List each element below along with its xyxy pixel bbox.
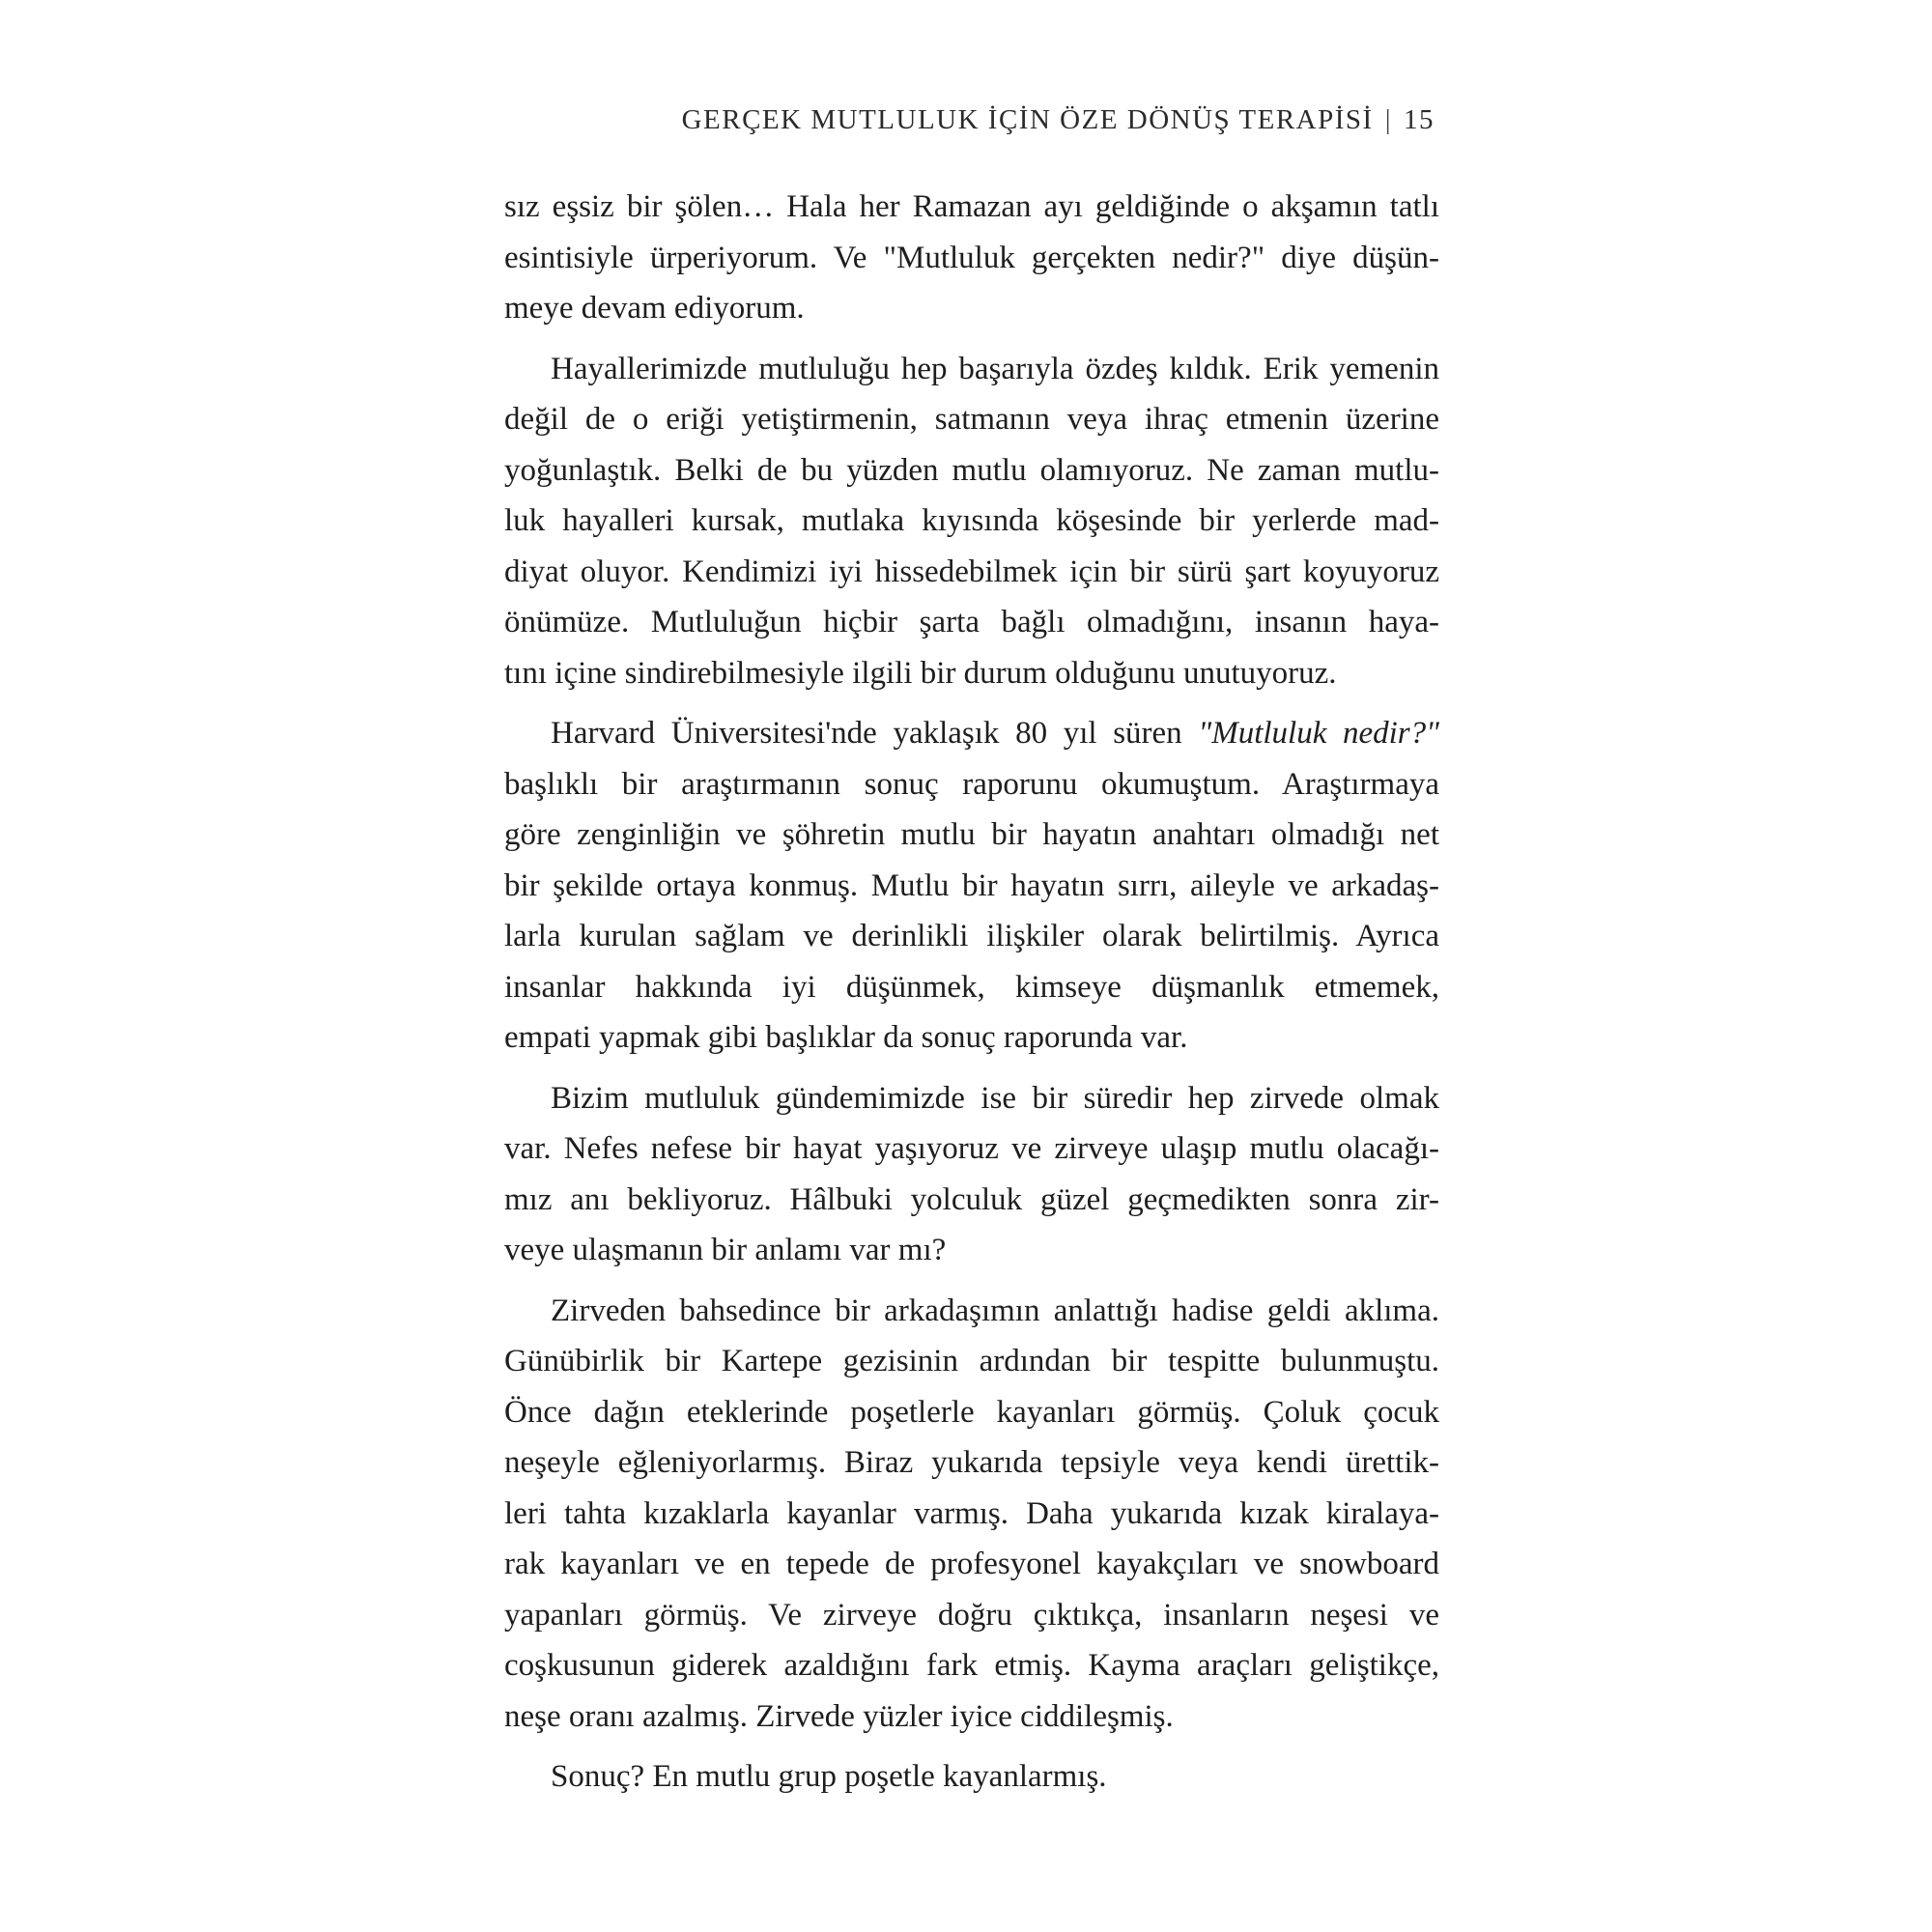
text-line: insanlar hakkında iyi düşünmek, kimseye düşmanlık etmemek, [504,969,1439,1005]
text-line: rak kayanları ve en tepede de profesyonel kayakçıları ve snowboard [504,1547,1439,1581]
text-line: değil de o eriği yetiştirmenin, satmanın veya ihraç etmenin üzerine [504,402,1439,437]
text-line: Önce dağın eteklerinde poşetlerle kayanları görmüş. Çoluk çocuk [504,1394,1439,1430]
text-line: tını içine sindirebilmesiyle ilgili bir durum olduğunu unutuyoruz. [504,655,1337,691]
text-line: Zirveden bahsedince bir arkadaşımın anlattığı hadise geldi aklıma. [551,1293,1439,1328]
text-line: mız anı bekliyoruz. Hâlbuki yolculuk güzel geçmedikten sonra zir- [504,1181,1439,1217]
text-line: Günübirlik bir Kartepe gezisinin ardından bir tespitte bulunmuştu. [504,1344,1439,1378]
text-line: önümüze. Mutluluğun hiçbir şarta bağlı olmadığını, insanın haya- [504,605,1439,639]
text-line: meye devam ediyorum. [504,291,805,326]
text-line: Hayallerimizde mutluluğu hep başarıyla özdeş kıldık. Erik yemenin [551,351,1439,386]
text-line: veye ulaşmanın bir anlamı var mı? [504,1233,947,1267]
page-number: 15 [1404,104,1435,135]
running-header [682,104,1435,136]
text-line: var. Nefes nefese bir hayat yaşıyoruz ve zirveye ulaşıp mutlu olacağı- [504,1131,1439,1166]
text-line: başlıklı bir araştırmanın sonuç raporunu okumuştum. Araştırmaya [504,766,1439,802]
paragraph-4 [504,1073,1439,1276]
text-line: Sonuç? En mutlu grup poşetle kayanlarmış. [551,1759,1107,1794]
text-line: bir şekilde ortaya konmuş. Mutlu bir hayatın sırrı, aileyle ve arkadaş- [504,867,1439,903]
italic-title: "Mutluluk nedir?" [1198,716,1440,751]
body-text [504,182,1439,1812]
text-line: coşkusunun giderek azaldığını fark etmiş. Kayma araçları geliştikçe, [504,1648,1439,1683]
text-line: yapanları görmüş. Ve zirveye doğru çıktıkça, insanların neşesi ve [504,1597,1439,1633]
text-line: neşeyle eğleniyorlarmış. Biraz yukarıda tepsiyle veya kendi ürettik- [504,1445,1439,1480]
paragraph-1 [504,182,1439,334]
text-line: luk hayalleri kursak, mutlaka kıyısında köşesinde bir yerlerde mad- [504,503,1439,538]
text-line: göre zenginliğin ve şöhretin mutlu bir hayatın anahtarı olmadığı net [504,817,1439,852]
paragraph-5 [504,1286,1439,1743]
text-run: Harvard Üniversitesi'nde yaklaşık 80 yıl süren [551,716,1199,751]
text-line [504,708,1439,759]
paragraph-3 [504,708,1439,1064]
text-line: diyat oluyor. Kendimizi iyi hissedebilmek için bir sürü şart koyuyoruz [504,554,1439,589]
text-line: larla kurulan sağlam ve derinlikli ilişkiler olarak belirtilmiş. Ayrıca [504,919,1439,953]
paragraph-2 [504,344,1439,699]
text-line: sız eşsiz bir şölen… Hala her Ramazan ayı geldiğinde o akşamın tatlı [504,189,1439,224]
text-line: neşe oranı azalmış. Zirvede yüzler iyice ciddileşmiş. [504,1698,1174,1734]
text-line: leri tahta kızaklarla kayanlar varmış. Daha yukarıda kızak kiralaya- [504,1495,1439,1531]
paragraph-6 [504,1751,1439,1803]
text-line: empati yapmak gibi başlıklar da sonuç raporunda var. [504,1020,1188,1055]
text-line: yoğunlaştık. Belki de bu yüzden mutlu olamıyoruz. Ne zaman mutlu- [504,452,1439,488]
header-separator: | [1384,104,1392,135]
text-line: Bizim mutluluk gündemimizde ise bir süredir hep zirvede olmak [551,1080,1439,1116]
running-header-title: GERÇEK MUTLULUK İÇİN ÖZE DÖNÜŞ TERAPİSİ [681,104,1374,135]
text-line: esintisiyle ürperiyorum. Ve "Mutluluk gerçekten nedir?" diye düşün- [504,240,1439,275]
